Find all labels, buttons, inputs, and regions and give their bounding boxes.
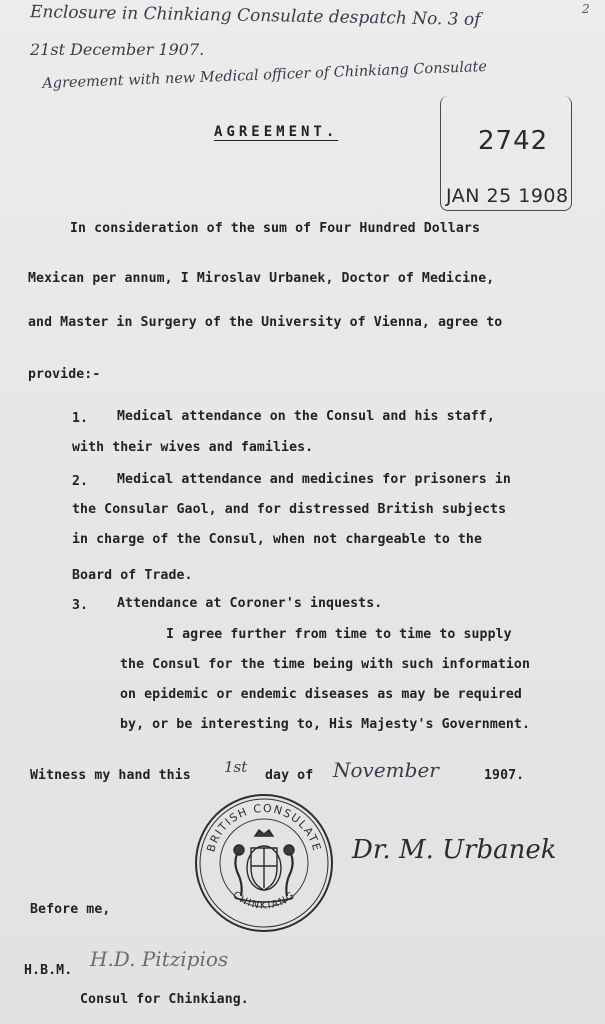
witness-day: 1st xyxy=(224,758,248,776)
witness-middle: day of xyxy=(265,768,314,783)
hbm-label: H.B.M. xyxy=(24,963,73,978)
handwritten-header-line1: Enclosure in Chinkiang Consulate despatch No. 3 of xyxy=(29,2,481,30)
body-line: In consideration of the sum of Four Hundred Dollars xyxy=(70,221,481,236)
item-line: Medical attendance on the Consul and his staff, xyxy=(117,409,495,424)
doctor-signature xyxy=(350,820,580,880)
consul-signature-text: H.D. Pitzipios xyxy=(90,947,229,971)
item-line: in charge of the Consul, when not chargeable to the xyxy=(72,532,483,547)
witness-year: 1907. xyxy=(484,768,525,783)
consul-for-label: Consul for Chinkiang. xyxy=(80,992,249,1007)
body-line: on epidemic or endemic diseases as may be required xyxy=(120,687,522,702)
royal-arms-icon xyxy=(234,830,294,902)
item-number: 2. xyxy=(72,474,89,489)
body-line: I agree further from time to time to supply xyxy=(166,627,512,642)
body-line: Mexican per annum, I Miroslav Urbanek, Doctor of Medicine, xyxy=(28,271,495,286)
body-line: provide:- xyxy=(28,367,101,382)
registry-stamp-number: 2742 xyxy=(478,126,549,156)
seal-bottom-text: CHINKIANG xyxy=(230,889,298,912)
before-me-label: Before me, xyxy=(30,902,111,917)
consulate-seal xyxy=(193,792,335,934)
item-line: Board of Trade. xyxy=(72,568,193,583)
registry-stamp-date: JAN 25 1908 xyxy=(446,185,569,207)
consul-signature xyxy=(88,938,258,978)
item-line: Medical attendance and medicines for prisoners in xyxy=(117,472,511,487)
seal-top-text: BRITISH CONSULATE xyxy=(204,801,324,854)
body-line: by, or be interesting to, His Majesty's Government. xyxy=(120,717,531,732)
body-line: and Master in Surgery of the University of Vienna, agree to xyxy=(28,315,503,330)
item-number: 1. xyxy=(72,411,89,426)
handwritten-header-line3: Agreement with new Medical officer of Chinkiang Consulate xyxy=(42,58,488,92)
item-line: Attendance at Coroner's inquests. xyxy=(117,596,383,611)
witness-month: November xyxy=(333,758,439,782)
page-number: 2 xyxy=(582,2,590,16)
document-title: AGREEMENT. xyxy=(214,124,339,140)
doctor-signature-text: Dr. M. Urbanek xyxy=(352,835,557,865)
item-line: with their wives and families. xyxy=(72,440,314,455)
item-line: the Consular Gaol, and for distressed British subjects xyxy=(72,502,507,517)
handwritten-header-line2: 21st December 1907. xyxy=(30,40,205,59)
item-number: 3. xyxy=(72,598,89,613)
witness-prefix: Witness my hand this xyxy=(30,768,191,783)
body-line: the Consul for the time being with such information xyxy=(120,657,531,672)
